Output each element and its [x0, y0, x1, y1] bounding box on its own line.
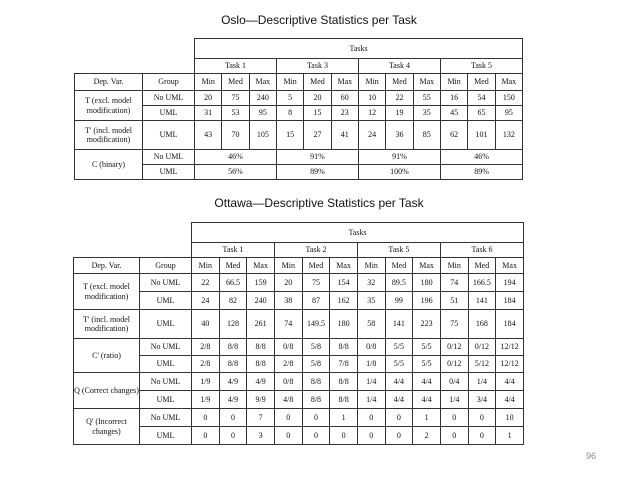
data-cell: 5/8	[302, 339, 330, 356]
data-cell: 132	[495, 121, 523, 150]
stat-header: Max	[249, 74, 276, 91]
dep-var-label: C (binary)	[75, 150, 143, 180]
data-cell: 24	[358, 121, 385, 150]
data-cell: 62	[440, 121, 467, 150]
stat-header: Min	[195, 74, 222, 91]
data-cell: 0	[468, 409, 496, 427]
data-cell: 20	[195, 91, 222, 106]
data-cell: 5/12	[468, 356, 496, 373]
group-label: UML	[140, 292, 192, 310]
data-cell: 0	[357, 409, 385, 427]
dep-var-header: Dep. Var.	[74, 258, 140, 274]
data-cell: 128	[219, 310, 247, 339]
task-label: Task 3	[276, 59, 358, 74]
data-cell: 261	[247, 310, 275, 339]
dep-var-label: T' (incl. model modification)	[75, 121, 143, 150]
data-cell: 23	[331, 106, 358, 121]
data-cell: 10	[358, 91, 385, 106]
data-cell: 4/4	[385, 373, 413, 391]
group-label: UML	[140, 356, 192, 373]
group-label: UML	[140, 427, 192, 445]
data-cell: 31	[195, 106, 222, 121]
data-cell: 184	[496, 292, 524, 310]
data-cell: 8/8	[247, 356, 275, 373]
data-cell: 82	[219, 292, 247, 310]
stat-header: Med	[385, 258, 413, 274]
data-cell: 180	[330, 310, 358, 339]
stat-header: Max	[330, 258, 358, 274]
dep-var-label: T (excl. model modification)	[75, 91, 143, 121]
data-cell: 46%	[195, 150, 277, 165]
data-cell: 0	[385, 409, 413, 427]
data-cell: 12/12	[496, 356, 524, 373]
data-cell: 10	[496, 409, 524, 427]
data-cell: 19	[386, 106, 413, 121]
data-cell: 89.5	[385, 274, 413, 292]
stat-header: Min	[358, 74, 385, 91]
task-label: Task 5	[357, 243, 440, 258]
data-cell: 55	[413, 91, 440, 106]
dep-var-header: Dep. Var.	[75, 74, 143, 91]
data-cell: 2/8	[274, 356, 302, 373]
stat-header: Med	[468, 258, 496, 274]
group-label: No UML	[140, 409, 192, 427]
data-cell: 180	[413, 274, 441, 292]
corner-blank	[74, 243, 192, 258]
data-cell: 0	[330, 427, 358, 445]
group-label: UML	[140, 310, 192, 339]
ottawa-statistics-table	[73, 222, 524, 445]
task-label: Task 2	[274, 243, 357, 258]
stat-header: Max	[247, 258, 275, 274]
stat-header: Max	[496, 258, 524, 274]
stat-header: Med	[386, 74, 413, 91]
data-cell: 5/5	[385, 356, 413, 373]
data-cell: 5/5	[385, 339, 413, 356]
data-cell: 0/8	[357, 339, 385, 356]
data-cell: 36	[386, 121, 413, 150]
data-cell: 7	[247, 409, 275, 427]
data-cell: 0	[192, 409, 220, 427]
data-cell: 54	[468, 91, 495, 106]
stat-header: Med	[222, 74, 249, 91]
task-label: Task 6	[440, 243, 523, 258]
data-cell: 159	[247, 274, 275, 292]
data-cell: 4/9	[247, 373, 275, 391]
dep-var-label: Q' (Incorrect changes)	[74, 409, 140, 445]
data-cell: 60	[331, 91, 358, 106]
data-cell: 4/4	[385, 391, 413, 409]
task-label: Task 5	[440, 59, 522, 74]
data-cell: 1	[413, 409, 441, 427]
stat-header: Max	[495, 74, 523, 91]
data-cell: 0	[440, 409, 468, 427]
stat-header: Min	[276, 74, 303, 91]
data-cell: 53	[222, 106, 249, 121]
data-cell: 150	[495, 91, 523, 106]
data-cell: 0	[302, 427, 330, 445]
data-cell: 1/9	[192, 391, 220, 409]
stat-header: Max	[331, 74, 358, 91]
data-cell: 15	[276, 121, 303, 150]
data-cell: 87	[302, 292, 330, 310]
data-cell: 0	[468, 427, 496, 445]
data-cell: 4/4	[496, 391, 524, 409]
data-cell: 1/4	[440, 391, 468, 409]
data-cell: 2/8	[192, 356, 220, 373]
data-cell: 141	[385, 310, 413, 339]
stat-header: Min	[440, 74, 467, 91]
stat-header: Min	[192, 258, 220, 274]
data-cell: 89%	[440, 165, 522, 180]
group-label: UML	[143, 106, 195, 121]
data-cell: 95	[495, 106, 523, 121]
data-cell: 0	[302, 409, 330, 427]
data-cell: 223	[413, 310, 441, 339]
group-label: UML	[143, 165, 195, 180]
data-cell: 2	[413, 427, 441, 445]
data-cell: 4/4	[413, 391, 441, 409]
data-cell: 43	[195, 121, 222, 150]
data-cell: 0/8	[274, 339, 302, 356]
stat-header: Min	[357, 258, 385, 274]
corner-blank	[74, 223, 192, 243]
data-cell: 75	[302, 274, 330, 292]
data-cell: 1	[330, 409, 358, 427]
stat-header: Med	[302, 258, 330, 274]
data-cell: 95	[249, 106, 276, 121]
data-cell: 154	[330, 274, 358, 292]
task-label: Task 4	[358, 59, 440, 74]
data-cell: 166.5	[468, 274, 496, 292]
data-cell: 15	[304, 106, 331, 121]
data-cell: 66.5	[219, 274, 247, 292]
data-cell: 65	[468, 106, 495, 121]
data-cell: 12	[358, 106, 385, 121]
group-label: UML	[143, 121, 195, 150]
data-cell: 16	[440, 91, 467, 106]
data-cell: 196	[413, 292, 441, 310]
data-cell: 105	[249, 121, 276, 150]
group-label: No UML	[140, 373, 192, 391]
data-cell: 149.5	[302, 310, 330, 339]
data-cell: 4/8	[274, 391, 302, 409]
group-label: No UML	[140, 274, 192, 292]
tasks-header: Tasks	[195, 39, 523, 59]
oslo-statistics-table	[74, 38, 523, 180]
data-cell: 0	[219, 427, 247, 445]
data-cell: 75	[222, 91, 249, 106]
group-label: UML	[140, 391, 192, 409]
group-header: Group	[143, 74, 195, 91]
data-cell: 74	[274, 310, 302, 339]
data-cell: 162	[330, 292, 358, 310]
data-cell: 75	[440, 310, 468, 339]
data-cell: 0	[192, 427, 220, 445]
data-cell: 100%	[358, 165, 440, 180]
stat-header: Med	[468, 74, 495, 91]
tasks-header: Tasks	[192, 223, 524, 243]
data-cell: 8/8	[302, 373, 330, 391]
dep-var-label: T (excl. model modification)	[74, 274, 140, 310]
data-cell: 0/8	[274, 373, 302, 391]
data-cell: 8/8	[330, 391, 358, 409]
data-cell: 51	[440, 292, 468, 310]
data-cell: 41	[331, 121, 358, 150]
data-cell: 22	[192, 274, 220, 292]
data-cell: 4/4	[413, 373, 441, 391]
data-cell: 1/4	[357, 391, 385, 409]
data-cell: 1/9	[192, 373, 220, 391]
data-cell: 141	[468, 292, 496, 310]
data-cell: 8/8	[219, 339, 247, 356]
data-cell: 0/12	[440, 356, 468, 373]
data-cell: 35	[413, 106, 440, 121]
data-cell: 0	[357, 427, 385, 445]
data-cell: 38	[274, 292, 302, 310]
data-cell: 1/4	[357, 373, 385, 391]
data-cell: 240	[249, 91, 276, 106]
data-cell: 56%	[195, 165, 277, 180]
data-cell: 101	[468, 121, 495, 150]
data-cell: 24	[192, 292, 220, 310]
data-cell: 0	[385, 427, 413, 445]
data-cell: 40	[192, 310, 220, 339]
group-label: No UML	[143, 150, 195, 165]
data-cell: 5/8	[302, 356, 330, 373]
data-cell: 0/12	[468, 339, 496, 356]
group-label: No UML	[140, 339, 192, 356]
data-cell: 12/12	[496, 339, 524, 356]
data-cell: 45	[440, 106, 467, 121]
dep-var-label: Q (Correct changes)	[74, 373, 140, 409]
data-cell: 240	[247, 292, 275, 310]
stat-header: Med	[219, 258, 247, 274]
data-cell: 0/12	[440, 339, 468, 356]
stat-header: Med	[304, 74, 331, 91]
data-cell: 91%	[358, 150, 440, 165]
data-cell: 35	[357, 292, 385, 310]
data-cell: 74	[440, 274, 468, 292]
data-cell: 20	[304, 91, 331, 106]
data-cell: 2/8	[192, 339, 220, 356]
corner-blank	[75, 39, 195, 59]
dep-var-label: T' (incl. model modification)	[74, 310, 140, 339]
data-cell: 89%	[276, 165, 358, 180]
group-label: No UML	[143, 91, 195, 106]
ottawa-table-title: Ottawa—Descriptive Statistics per Task	[214, 196, 424, 210]
data-cell: 85	[413, 121, 440, 150]
group-header: Group	[140, 258, 192, 274]
data-cell: 0	[274, 427, 302, 445]
data-cell: 168	[468, 310, 496, 339]
stat-header: Min	[274, 258, 302, 274]
data-cell: 9/9	[247, 391, 275, 409]
data-cell: 32	[357, 274, 385, 292]
data-cell: 1	[496, 427, 524, 445]
data-cell: 22	[386, 91, 413, 106]
data-cell: 8/8	[302, 391, 330, 409]
data-cell: 99	[385, 292, 413, 310]
data-cell: 8/8	[247, 339, 275, 356]
data-cell: 0	[274, 409, 302, 427]
data-cell: 27	[304, 121, 331, 150]
task-label: Task 1	[192, 243, 275, 258]
data-cell: 58	[357, 310, 385, 339]
data-cell: 4/9	[219, 373, 247, 391]
data-cell: 194	[496, 274, 524, 292]
data-cell: 1/8	[357, 356, 385, 373]
stat-header: Min	[440, 258, 468, 274]
page-number: 96	[586, 451, 597, 461]
oslo-table-title: Oslo—Descriptive Statistics per Task	[221, 13, 417, 27]
data-cell: 8/8	[219, 356, 247, 373]
data-cell: 20	[274, 274, 302, 292]
data-cell: 46%	[440, 150, 522, 165]
data-cell: 0/4	[440, 373, 468, 391]
data-cell: 8/8	[330, 373, 358, 391]
data-cell: 4/9	[219, 391, 247, 409]
dep-var-label: C' (ratio)	[74, 339, 140, 373]
data-cell: 1/4	[468, 373, 496, 391]
data-cell: 0	[440, 427, 468, 445]
data-cell: 8	[276, 106, 303, 121]
data-cell: 5/5	[413, 339, 441, 356]
data-cell: 70	[222, 121, 249, 150]
data-cell: 7/8	[330, 356, 358, 373]
data-cell: 184	[496, 310, 524, 339]
task-label: Task 1	[195, 59, 277, 74]
stat-header: Max	[413, 258, 441, 274]
data-cell: 3/4	[468, 391, 496, 409]
data-cell: 3	[247, 427, 275, 445]
data-cell: 91%	[276, 150, 358, 165]
data-cell: 5/5	[413, 356, 441, 373]
data-cell: 0	[219, 409, 247, 427]
corner-blank	[75, 59, 195, 74]
stat-header: Max	[413, 74, 440, 91]
data-cell: 4/4	[496, 373, 524, 391]
data-cell: 8/8	[330, 339, 358, 356]
data-cell: 5	[276, 91, 303, 106]
